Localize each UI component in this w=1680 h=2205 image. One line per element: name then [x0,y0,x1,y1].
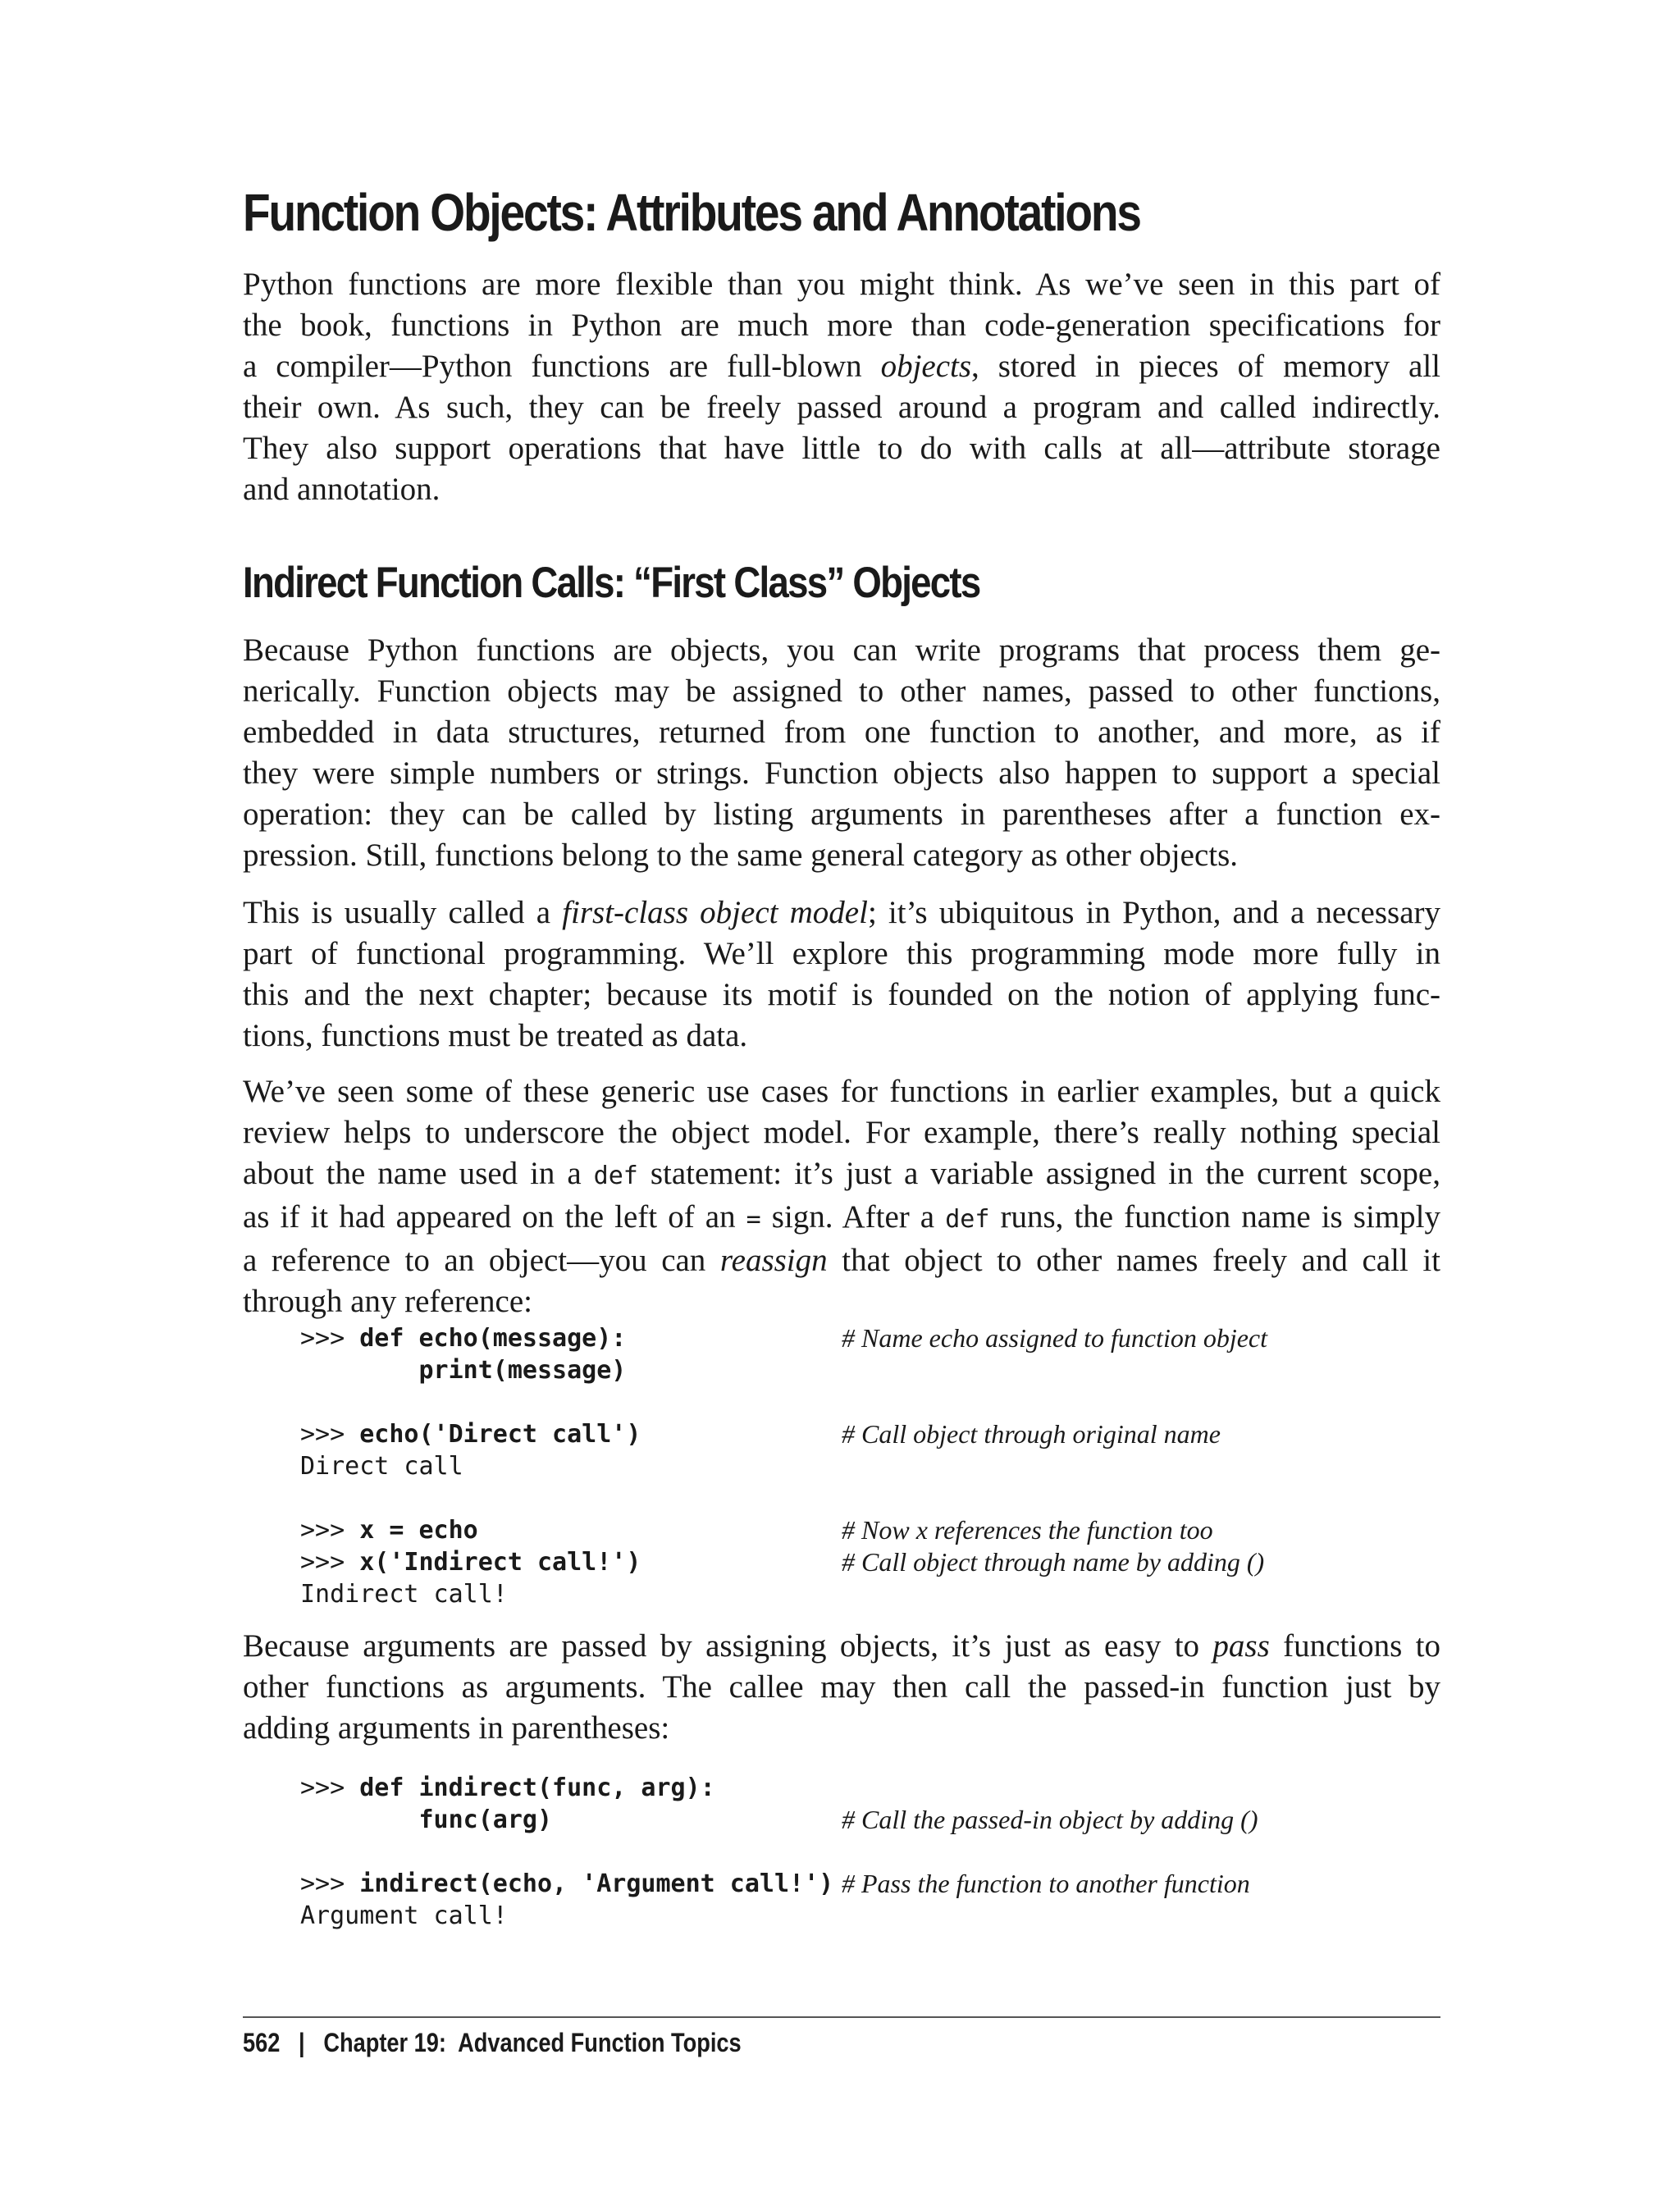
text-line: nerically. Function objects may be assigned to other names, passed to other functions, [243,673,1440,709]
text-line: This is usually called a first-class object model; it’s ubiquitous in Python, and a necessary [243,895,1441,930]
code-comment: # Now x references the function too [842,1515,1213,1545]
code-output: Direct call [300,1452,463,1481]
text-line: through any reference: [243,1284,532,1319]
text-line: this and the next chapter; because its motif is founded on the notion of applying func- [243,977,1440,1012]
text-line: review helps to underscore the object model. For example, there’s really nothing special [243,1115,1440,1150]
emphasis: reassign [719,1243,828,1278]
text-line: a reference to an object—you can reassign that object to other names freely and call it [243,1243,1440,1278]
text-line: They also support operations that have little to do with calls at all—attribute storage [243,431,1440,466]
text-line: as if it had appeared on the left of an = sign. After a def runs, the function name is simply [243,1199,1440,1235]
text-line: tions, functions must be treated as data. [243,1018,748,1053]
code-block-1 [300,1322,1440,1610]
paragraph-4 [243,1626,1440,1749]
code-comment: # Call the passed-in object by adding () [842,1805,1258,1834]
text-line: pression. Still, functions belong to the same general category as other objects. [243,838,1239,873]
text-line: Because Python functions are objects, you can write programs that process them ge- [243,632,1440,668]
text-line: embedded in data structures, returned from one function to another, and more, as if [243,714,1440,750]
text-line: the book, functions in Python are much more than code-generation specifications for [243,308,1440,343]
text-line: Python functions are more flexible than you might think. As we’ve seen in this part of [243,267,1440,302]
code-line: print(message) [300,1356,627,1385]
code-line: >>> x('Indirect call!') # Call object through name by adding () [300,1547,1265,1577]
code-block-2 [300,1772,1440,1932]
code-comment: # Call object through name by adding () [842,1547,1265,1577]
chapter-title: Chapter 19: Advanced Function Topics [323,2028,742,2057]
text-line: Because arguments are passed by assigning objects, it’s just as easy to pass functions to [243,1628,1441,1664]
code-line: >>> indirect(echo, 'Argument call!') # Pass the function to another function [300,1869,1250,1898]
emphasis: first-class object model [562,895,868,930]
code-line: func(arg) # Call the passed-in object by adding () [300,1805,1258,1834]
text-line: about the name used in a def statement: it’s just a variable assigned in the current scope, [243,1156,1440,1191]
inline-code: def [593,1162,638,1190]
paragraph-2 [243,892,1440,1057]
paragraph-3 [243,1071,1440,1322]
code-line: >>> x = echo # Now x references the function too [300,1515,1213,1545]
code-line: >>> def echo(message): # Name echo assigned to function object [300,1323,1268,1353]
code-comment: # Name echo assigned to function object [842,1323,1268,1353]
text-line: and annotation. [243,472,441,507]
code-comment: # Pass the function to another function [842,1869,1250,1898]
text-line: their own. As such, they can be freely passed around a program and called indirectly. [243,390,1440,425]
text-line: a compiler—Python functions are full-blown objects, stored in pieces of memory all [243,349,1440,384]
code-output: Argument call! [300,1901,508,1930]
inline-code: = [746,1205,761,1234]
text-line: part of functional programming. We’ll explore this programming mode more fully in [243,936,1440,971]
page-title: Function Objects: Attributes and Annotations [243,183,1140,242]
footer-divider [243,2016,1440,2018]
footer-separator: | [299,2028,305,2057]
inline-code: def [945,1205,990,1234]
emphasis: objects [880,349,972,384]
code-line: >>> echo('Direct call') # Call object through original name [300,1419,1221,1449]
intro-paragraph [243,264,1440,510]
text-line: other functions as arguments. The callee may then call the passed-in function just by [243,1669,1440,1705]
section-heading: Indirect Function Calls: “First Class” Objects [243,559,980,607]
text-line: We’ve seen some of these generic use cases for functions in earlier examples, but a quick [243,1074,1440,1109]
emphasis: pass [1212,1628,1270,1664]
page-footer [243,2028,742,2058]
code-line: >>> def indirect(func, arg): [300,1774,715,1802]
text-line: they were simple numbers or strings. Function objects also happen to support a special [243,756,1440,791]
paragraph-1 [243,630,1440,876]
code-comment: # Call object through original name [842,1419,1221,1449]
page-number: 562 [243,2028,281,2057]
text-line: adding arguments in parentheses: [243,1710,670,1746]
code-output: Indirect call! [300,1580,508,1609]
text-line: operation: they can be called by listing arguments in parentheses after a function ex- [243,797,1440,832]
